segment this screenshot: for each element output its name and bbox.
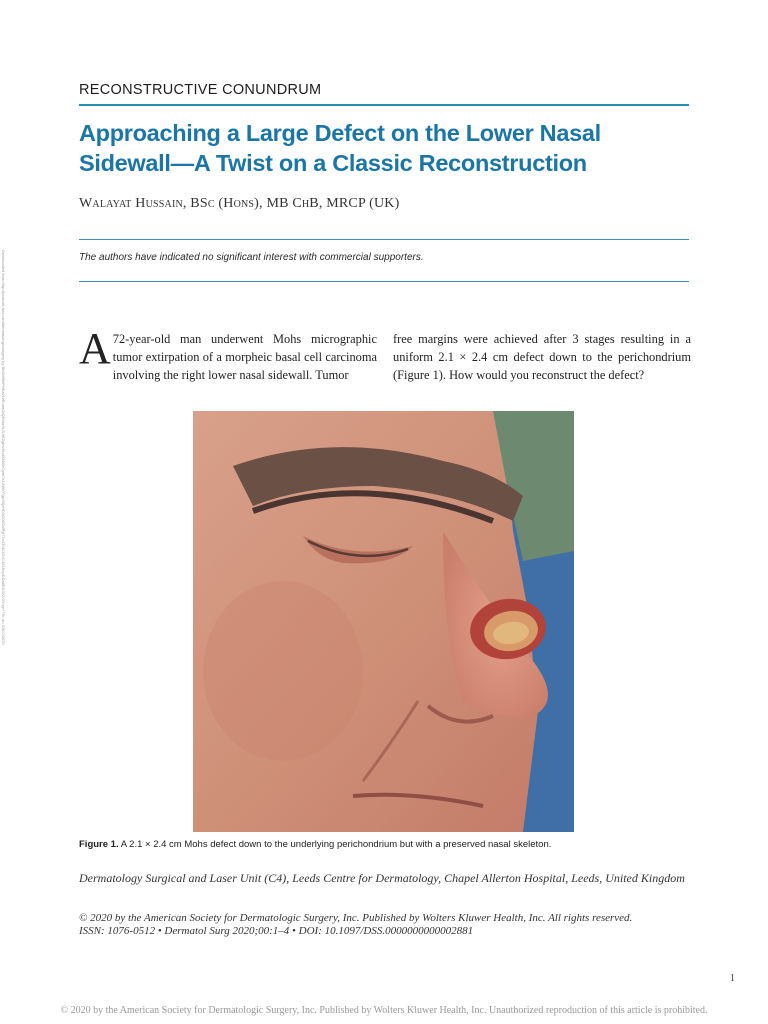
figure-label: Figure 1.	[79, 839, 119, 850]
figure-caption	[79, 839, 689, 850]
disclosure-statement: The authors have indicated no significant interest with commercial supporters.	[79, 252, 424, 263]
body-left-text: 72-year-old man underwent Mohs micrographic tumor extirpation of a morpheic basal cell carcinoma involving the right lower nasal sidewall. Tumor	[112, 332, 377, 382]
figure-1-photo	[193, 411, 574, 832]
header-rule	[79, 104, 689, 106]
body-column-left	[79, 324, 377, 384]
drop-cap: A	[79, 324, 111, 373]
section-label: RECONSTRUCTIVE CONUNDRUM	[79, 82, 322, 98]
title-line-2: Sidewall—A Twist on a Classic Reconstruction	[79, 150, 587, 176]
article-title	[79, 118, 689, 178]
body-column-right: free margins were achieved after 3 stages resulting in a uniform 2.1 × 2.4 cm defect down to the perichondrium (Figure 1). How would you reconstruct the defect?	[393, 332, 691, 382]
clinical-photo-illustration	[193, 411, 574, 832]
page-number: 1	[730, 973, 735, 984]
download-watermark-text: Downloaded from http://journals.lww.com/dermatologicsurgery by BhDMf5ePHKav1zEoum1tQfN4a+kJLhEZgbsIHo4XMi0hCywCX1AWnYQp/IlQrHD3i3D0OdRyi7TvSFl4Cf3VC4/OAVpDDa8KKGKV0Ymy+78= on 03/07/2020	[1, 250, 6, 645]
title-line-1: Approaching a Large Defect on the Lower Nasal	[79, 120, 601, 146]
download-watermark	[0, 250, 12, 770]
issn-doi-line: ISSN: 1076-0512 • Dermatol Surg 2020;00:1–4 • DOI: 10.1097/DSS.0000000000002881	[79, 925, 474, 937]
author-line: Walayat Hussain, BSc (Hons), MB ChB, MRCP (UK)	[79, 196, 400, 211]
disclosure-bottom-rule	[79, 281, 689, 282]
copyright-block	[79, 912, 689, 938]
copyright-line: © 2020 by the American Society for Dermatologic Surgery, Inc. Published by Wolters Kluwer Health, Inc. All rights reserved.	[79, 912, 633, 924]
figure-caption-text: A 2.1 × 2.4 cm Mohs defect down to the underlying perichondrium but with a preserved nasal skeleton.	[120, 839, 552, 850]
page-footer: © 2020 by the American Society for Dermatologic Surgery, Inc. Published by Wolters Kluwer Health, Inc. Unauthorized reproduction of this article is prohibited.	[60, 1005, 708, 1016]
disclosure-top-rule	[79, 239, 689, 240]
author-affiliation: Dermatology Surgical and Laser Unit (C4), Leeds Centre for Dermatology, Chapel Allerton Hospital, Leeds, United Kingdom	[79, 871, 685, 885]
